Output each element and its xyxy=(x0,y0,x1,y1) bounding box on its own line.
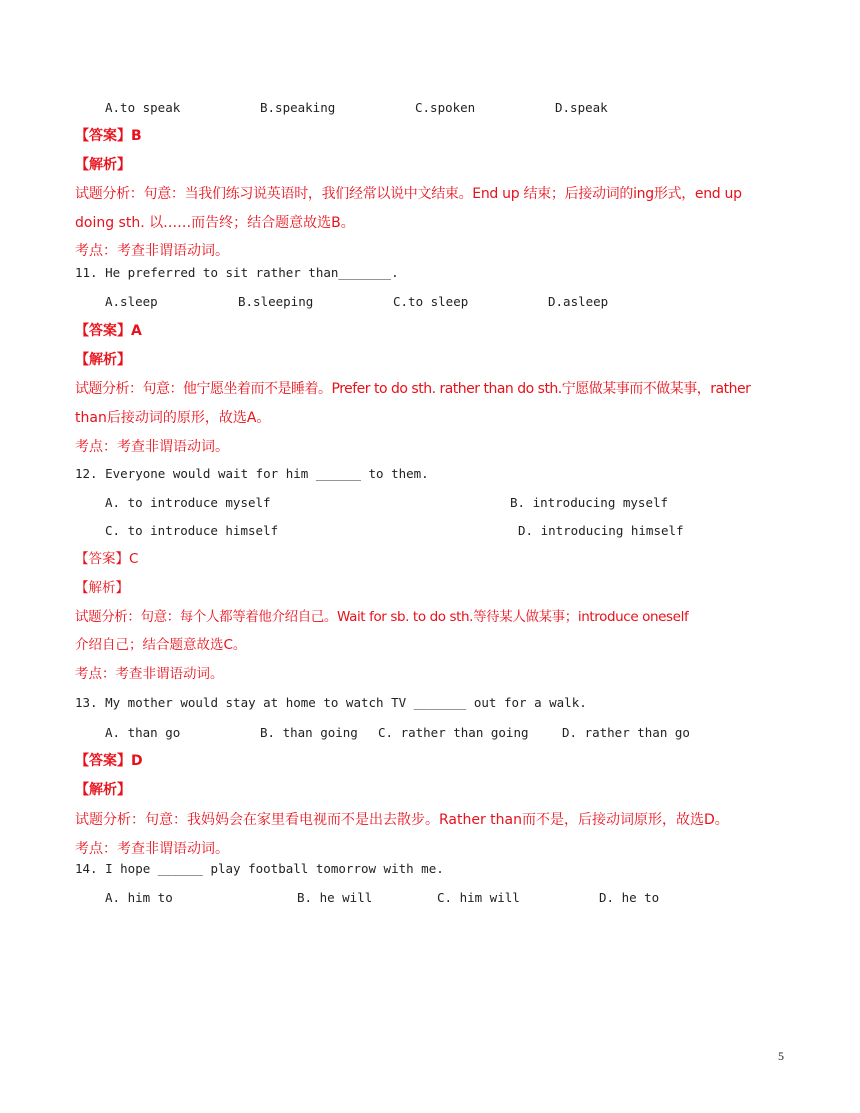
q14-stem: 14. I hope ______ play football tomorrow with me. xyxy=(75,861,444,876)
q11-option-b: B.sleeping xyxy=(238,294,314,309)
q10-option-d: D.speak xyxy=(555,100,608,115)
q11-point: 考点：考查非谓语动词。 xyxy=(75,439,229,455)
q14-option-c: C. him will xyxy=(437,890,520,905)
q12-analysis-line1: 试题分析：句意：每个人都等着他介绍自己。Wait for sb. to do sth.等待某人做某事；introduce oneself xyxy=(75,609,689,625)
q11-option-d: D.asleep xyxy=(548,294,609,309)
q10-option-b: B.speaking xyxy=(260,100,336,115)
q12-option-c: C. to introduce himself xyxy=(105,523,279,538)
q13-analysis-label: 【解析】 xyxy=(75,782,131,798)
q12-answer: 【答案】C xyxy=(75,551,139,567)
q11-stem: 11. He preferred to sit rather than_______. xyxy=(75,265,399,280)
q11-analysis-line1: 试题分析：句意：他宁愿坐着而不是睡着。Prefer to do sth. rather than do sth.宁愿做某事而不做某事，rather xyxy=(75,381,751,397)
q12-point: 考点：考查非谓语动词。 xyxy=(75,666,224,682)
q10-option-a: A.to speak xyxy=(105,100,181,115)
q13-option-b: B. than going xyxy=(260,725,358,740)
q10-answer: 【答案】B xyxy=(75,128,142,144)
q13-answer: 【答案】D xyxy=(75,753,143,769)
q12-option-a: A. to introduce myself xyxy=(105,495,271,510)
q10-analysis-label: 【解析】 xyxy=(75,157,131,173)
q13-option-c: C. rather than going xyxy=(378,725,529,740)
q11-analysis-line2: than后接动词的原形，故选A。 xyxy=(75,410,271,426)
q13-stem: 13. My mother would stay at home to watch TV _______ out for a walk. xyxy=(75,695,587,710)
q14-option-a: A. him to xyxy=(105,890,173,905)
q10-analysis-line2: doing sth. 以……而告终；结合题意故选B。 xyxy=(75,215,355,231)
q10-point: 考点：考查非谓语动词。 xyxy=(75,243,229,259)
q10-analysis-line1: 试题分析：句意：当我们练习说英语时，我们经常以说中文结束。End up 结束；后接动词的ing形式，end up xyxy=(75,186,742,202)
q13-option-a: A. than go xyxy=(105,725,181,740)
q11-analysis-label: 【解析】 xyxy=(75,352,131,368)
q11-answer: 【答案】A xyxy=(75,323,142,339)
q12-option-d: D. introducing himself xyxy=(518,523,684,538)
q14-option-b: B. he will xyxy=(297,890,373,905)
page-number: 5 xyxy=(778,1049,784,1063)
q14-option-d: D. he to xyxy=(599,890,660,905)
q12-analysis-line2: 介绍自己；结合题意故选C。 xyxy=(75,637,247,653)
q11-option-c: C.to sleep xyxy=(393,294,469,309)
q12-option-b: B. introducing myself xyxy=(510,495,669,510)
q13-analysis-line1: 试题分析：句意：我妈妈会在家里看电视而不是出去散步。Rather than而不是，后接动词原形，故选D。 xyxy=(75,812,729,828)
q12-stem: 12. Everyone would wait for him ______ to them. xyxy=(75,466,429,481)
q10-option-c: C.spoken xyxy=(415,100,476,115)
q12-analysis-label: 【解析】 xyxy=(75,580,129,596)
q11-option-a: A.sleep xyxy=(105,294,158,309)
q13-option-d: D. rather than go xyxy=(562,725,690,740)
q13-point: 考点：考查非谓语动词。 xyxy=(75,841,229,857)
